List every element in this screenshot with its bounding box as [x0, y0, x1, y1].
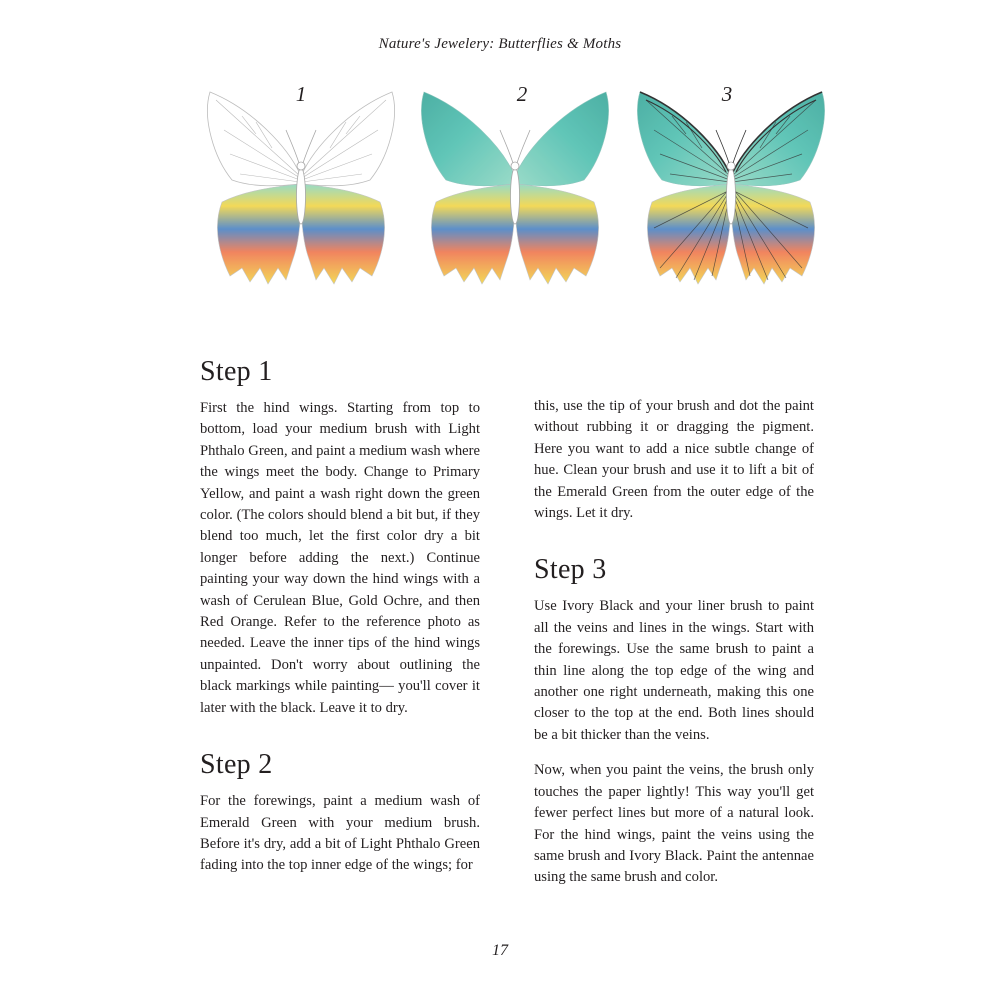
wing-pair-right — [515, 92, 608, 284]
left-column — [200, 354, 480, 877]
step-1-text: First the hind wings. Starting from top to bottom, load your medium brush with Light Phthalo Green, and paint a medium wash where the wings meet the body. Change to Primary Yellow, and paint a wash right down the green color. (The colors should blend a bit but, if they blend too much, let the first color dry a bit longer before adding the next.) Continue painting your way down the hind wings with a wash of Cerulean Blue, Gold Ochre, and then Red Orange. Refer to the reference photo as needed. Leave the inner tips of the hind wings unpainted. Don't worry about outlining the black markings while painting— you'll cover it later with the black. Leave it to dry. — [200, 400, 480, 716]
step-2-text-part-1: For the forewings, paint a medium wash of Emerald Green with your medium brush. Before it's dry, add a bit of Light Phthalo Green fading into the top inner edge of the wings; for — [200, 793, 480, 874]
figure-number-3: 3 — [721, 82, 733, 106]
wing-pair-left — [421, 92, 514, 284]
hindwing-right — [515, 184, 598, 284]
step-3-text-continued: Now, when you paint the veins, the brush only touches the paper lightly! This way you'll get fewer perfect lines but more of a natural look. For the hind wings, paint the veins using the same brush and Ivory Black. Paint the antennae using the same brush and color. — [534, 762, 814, 886]
wing-pair-left — [637, 92, 730, 284]
right-column — [534, 396, 814, 889]
hindwing-right — [731, 184, 814, 284]
hindwing-left — [647, 184, 730, 284]
butterfly-step-1-panel — [196, 78, 406, 298]
butterfly-body — [297, 168, 306, 224]
page-number: 17 — [492, 942, 508, 959]
wing-pair-right — [301, 92, 394, 284]
hindwing-right — [301, 184, 384, 284]
figure-number-2: 2 — [516, 82, 528, 106]
step-1-heading: Step 1 — [200, 356, 273, 387]
step-2-text-part-2: this, use the tip of your brush and dot the paint without rubbing it or dragging the pigment. Here you want to add a nice subtle change of hue. Clean your brush and use it to lift a bit of the Emerald Green from the outer edge of the wings. Let it dry. — [534, 398, 814, 522]
figure-number-1: 1 — [295, 82, 307, 106]
step-3-heading: Step 3 — [534, 554, 607, 586]
butterfly-step-2-illustration — [410, 78, 620, 298]
forewing-right — [732, 92, 825, 186]
butterfly-step-1-illustration — [196, 78, 406, 298]
butterfly-step-3-panel — [626, 78, 836, 298]
hindwing-left — [431, 184, 514, 284]
butterfly-body — [511, 168, 520, 224]
butterfly-step-3-illustration — [626, 78, 836, 298]
butterfly-steps-figure — [196, 78, 836, 298]
step-2-heading: Step 2 — [200, 749, 273, 781]
butterfly-body — [727, 168, 736, 224]
running-head: Nature's Jewelery: Butterflies & Moths — [378, 36, 622, 52]
butterfly-step-2-panel — [410, 78, 620, 298]
step-3-text: Use Ivory Black and your liner brush to paint all the veins and lines in the wings. Start with the forewings. Use the same brush to paint a thin line along the top edge of the wing and another one right underneath, making this one closer to the top at the end. Both lines should be a bit thicker than the veins. — [534, 598, 814, 743]
wing-pair-right — [731, 92, 824, 284]
wing-pair-left — [207, 92, 300, 284]
forewing-left — [421, 92, 514, 186]
hindwing-left — [217, 184, 300, 284]
